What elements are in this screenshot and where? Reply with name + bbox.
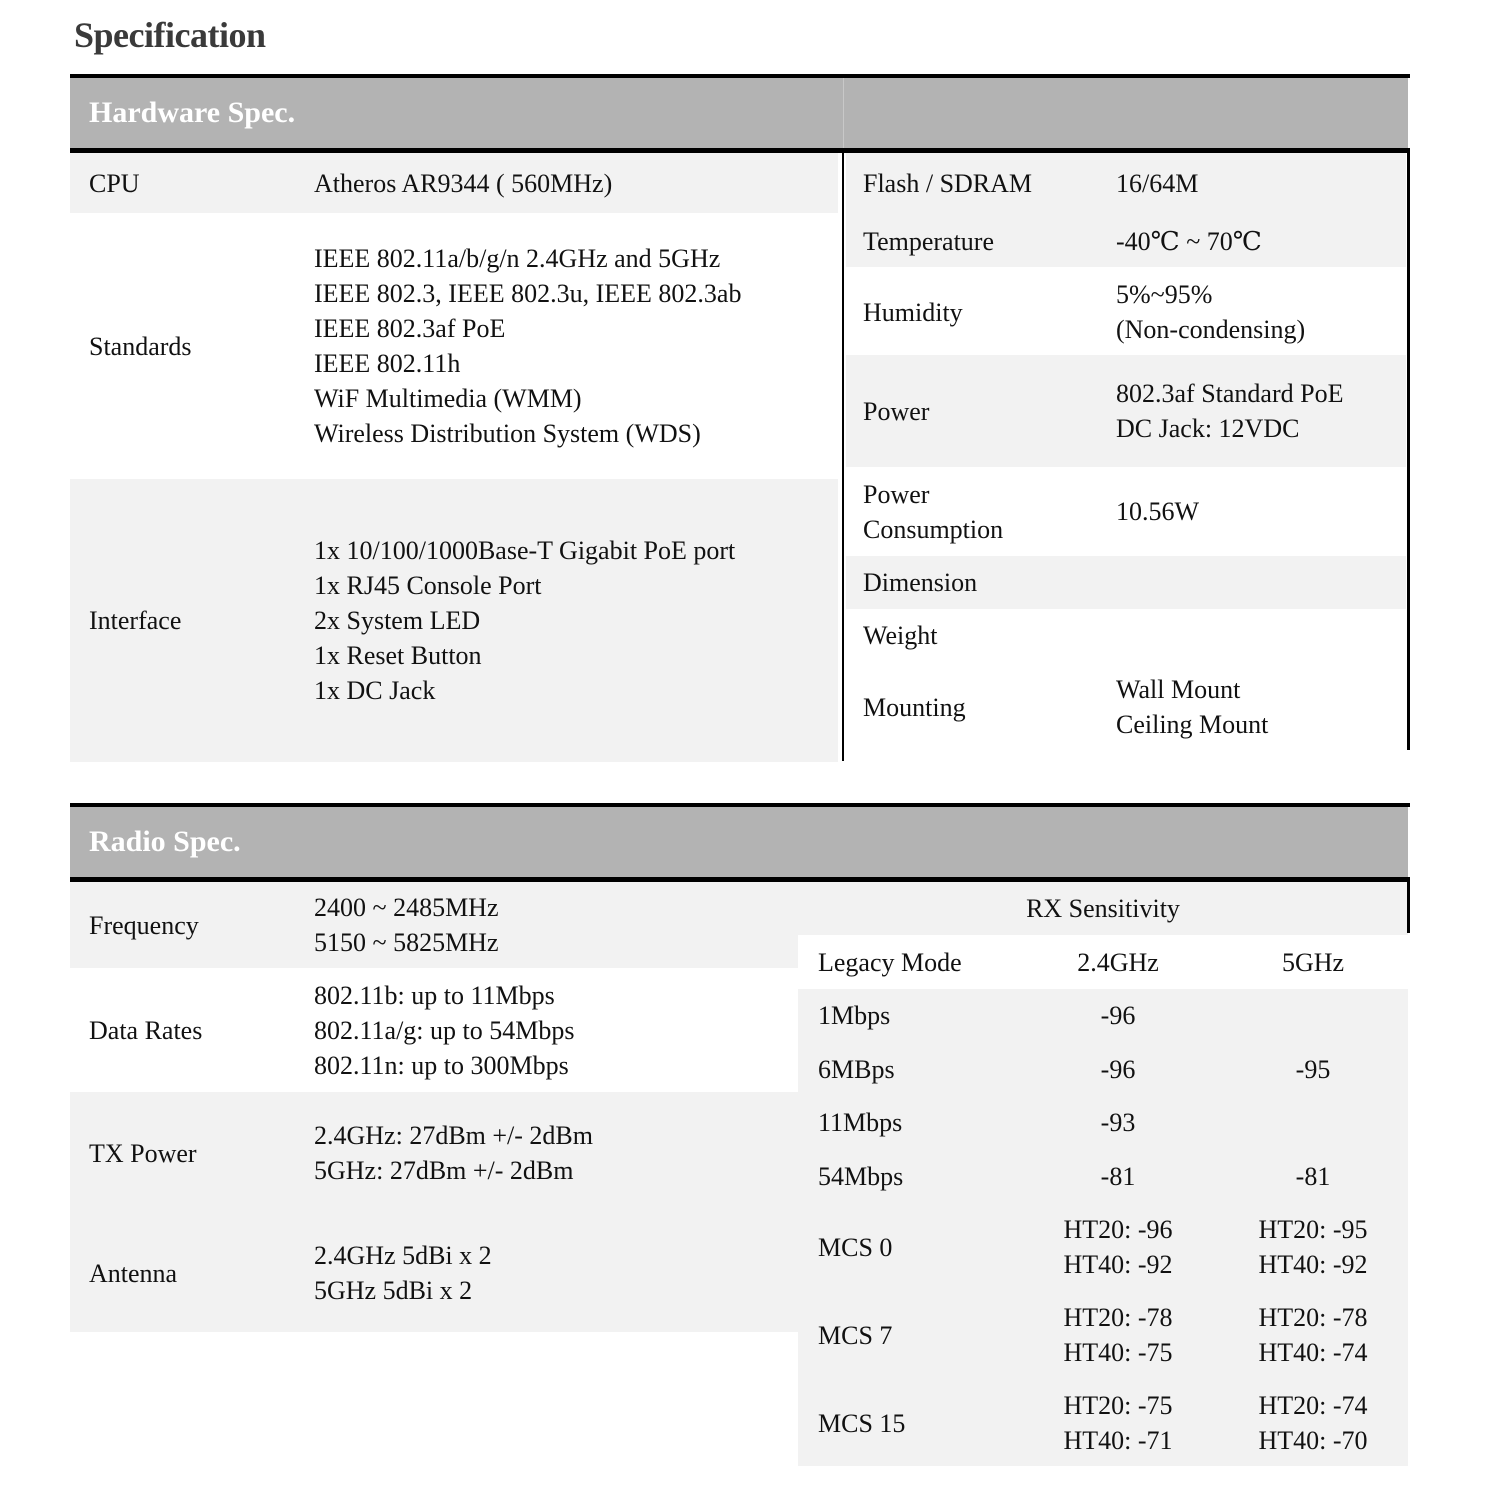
rx-value-line: -81: [1100, 1161, 1136, 1191]
spec-value-line: 5150 ~ 5825MHz: [314, 928, 499, 957]
rx-value-line: -96: [1100, 1054, 1136, 1084]
spec-label: [863, 556, 1103, 609]
spec-label: Standards: [89, 331, 192, 361]
rx-mode: 1Mbps: [818, 1001, 891, 1030]
spec-label: [863, 609, 1103, 662]
spec-value-line: IEEE 802.3, IEEE 802.3u, IEEE 802.3ab: [314, 279, 742, 308]
page-title: Specification: [74, 15, 266, 55]
spec-label-line: Humidity: [863, 297, 963, 327]
rx-value-line: HT20: -95: [1258, 1215, 1368, 1244]
header-divider: [843, 78, 844, 148]
rx-value-2g4: [1018, 1096, 1218, 1149]
spec-value: [314, 153, 834, 213]
rx-value-line: HT20: -78: [1063, 1303, 1173, 1332]
rx-mode: 6MBps: [818, 1054, 895, 1084]
spec-value-line: 2.4GHz 5dBi x 2: [314, 1241, 492, 1270]
rx-value-line: -95: [1295, 1054, 1331, 1084]
spec-value-line: -40℃ ~ 70℃: [1116, 226, 1262, 256]
spec-value: [314, 1214, 794, 1332]
rx-value-line: -93: [1100, 1108, 1136, 1137]
spec-label: [863, 467, 1103, 556]
rx-sensitivity-title: RX Sensitivity: [1026, 894, 1180, 923]
spec-value-line: 5%~95%: [1116, 280, 1213, 309]
spec-label: [863, 269, 1103, 355]
rx-value-2g4: [1018, 989, 1218, 1042]
spec-value-line: 2x System LED: [314, 606, 481, 635]
spec-value-line: 802.11n: up to 300Mbps: [314, 1050, 569, 1080]
radio-spec-title: Radio Spec.: [89, 825, 241, 858]
spec-value-line: IEEE 802.3af PoE: [314, 314, 506, 343]
spec-value-line: 16/64M: [1116, 168, 1199, 198]
spec-value-line: 1x Reset Button: [314, 641, 482, 670]
rx-value-line: HT40: -92: [1258, 1250, 1368, 1279]
spec-value: [1116, 213, 1406, 269]
spec-label: [863, 213, 1103, 269]
spec-value-line: 1x 10/100/1000Base-T Gigabit PoE port: [314, 536, 736, 565]
radio-spec-section: [70, 803, 1410, 1473]
rx-column-header: 2.4GHz: [1077, 947, 1159, 977]
column-divider: [842, 153, 844, 761]
hardware-spec-title: Hardware Spec.: [89, 96, 296, 129]
rx-value-5g: [1218, 1379, 1408, 1467]
spec-value-line: 5GHz 5dBi x 2: [314, 1276, 473, 1305]
spec-value-line: Ceiling Mount: [1116, 710, 1269, 739]
spec-label: [863, 662, 1103, 752]
spec-label-line: Temperature: [863, 226, 994, 256]
spec-label: Interface: [89, 606, 182, 635]
spec-value: [314, 1092, 794, 1214]
rx-value-line: HT40: -71: [1063, 1426, 1173, 1455]
rx-value-5g: [1218, 1203, 1408, 1291]
spec-value: [1116, 609, 1406, 662]
spec-value-line: (Non-condensing): [1116, 315, 1306, 344]
rx-value-line: HT20: -74: [1258, 1391, 1368, 1420]
spec-value-line: DC Jack: 12VDC: [1116, 414, 1300, 443]
rx-value-2g4: [1018, 1379, 1218, 1467]
rx-value-line: HT40: -70: [1258, 1426, 1368, 1455]
spec-value-line: IEEE 802.11h: [314, 349, 461, 378]
spec-value-line: 802.11b: up to 11Mbps: [314, 980, 555, 1010]
rx-value-line: -96: [1100, 1001, 1136, 1030]
rx-mode: MCS 15: [818, 1408, 906, 1438]
rx-column-header: 5GHz: [1281, 947, 1345, 977]
spec-value-line: 2400 ~ 2485MHz: [314, 893, 499, 922]
spec-label-line: Flash / SDRAM: [863, 168, 1033, 198]
spec-value-line: 10.56W: [1116, 497, 1200, 526]
spec-value: [1116, 556, 1406, 609]
hardware-spec-section: [70, 74, 1410, 764]
spec-value: [1116, 662, 1406, 752]
spec-value-line: 802.3af Standard PoE: [1116, 379, 1344, 408]
rx-mode: 11Mbps: [818, 1108, 903, 1137]
rx-mode: MCS 7: [818, 1320, 893, 1350]
spec-label-line: Dimension: [863, 568, 978, 597]
spec-value: [314, 479, 834, 762]
rx-mode: MCS 0: [818, 1232, 893, 1262]
rx-value-line: HT40: -92: [1063, 1250, 1173, 1279]
right-border: [1407, 150, 1410, 750]
spec-value: [1116, 269, 1406, 355]
spec-label-line: Power: [863, 479, 930, 509]
rx-value-2g4: [1018, 1149, 1218, 1203]
spec-value-line: IEEE 802.11a/b/g/n 2.4GHz and 5GHz: [314, 244, 721, 273]
rx-value-line: HT20: -96: [1063, 1215, 1173, 1244]
rx-value-line: -81: [1295, 1161, 1331, 1191]
spec-value-line: 802.11a/g: up to 54Mbps: [314, 1015, 575, 1045]
spec-label-line: Power: [863, 396, 930, 426]
spec-label: [863, 355, 1103, 467]
radio-spec-header: [70, 807, 1408, 877]
rx-value-5g: [1218, 1096, 1408, 1149]
spec-value-line: WiF Multimedia (WMM): [314, 384, 582, 413]
spec-value: [314, 213, 834, 479]
spec-label-line: Weight: [863, 621, 938, 650]
rx-value-2g4: [1018, 1042, 1218, 1096]
hardware-spec-header: [70, 78, 1408, 148]
spec-label: Frequency: [89, 910, 199, 940]
spec-value: [1116, 355, 1406, 467]
spec-value: [1116, 467, 1406, 556]
spec-value: [1116, 153, 1406, 213]
spec-value-line: Wall Mount: [1116, 675, 1241, 704]
rx-value-5g: [1218, 1291, 1408, 1379]
spec-value-line: Wireless Distribution System (WDS): [314, 419, 701, 448]
rx-value-line: HT40: -75: [1063, 1338, 1173, 1367]
rx-mode: 54Mbps: [818, 1161, 904, 1191]
spec-label-line: Consumption: [863, 514, 1004, 544]
rx-value-2g4: [1018, 1291, 1218, 1379]
spec-label: Antenna: [89, 1258, 178, 1288]
rx-value-5g: [1218, 989, 1408, 1042]
spec-value: [314, 882, 794, 968]
spec-value-line: 1x RJ45 Console Port: [314, 571, 542, 600]
spec-value-line: Atheros AR9344 ( 560MHz): [314, 168, 613, 198]
spec-value-line: 1x DC Jack: [314, 676, 436, 705]
spec-label: Data Rates: [89, 1015, 203, 1045]
rx-value-2g4: [1018, 1203, 1218, 1291]
spec-value-line: 2.4GHz: 27dBm +/- 2dBm: [314, 1121, 593, 1150]
spec-label: [863, 153, 1103, 213]
rx-value-line: HT40: -74: [1258, 1338, 1368, 1367]
spec-label: CPU: [89, 168, 140, 198]
spec-value: [314, 968, 794, 1092]
rx-value-line: HT20: -75: [1063, 1391, 1173, 1420]
spec-value-line: 5GHz: 27dBm +/- 2dBm: [314, 1156, 574, 1185]
spec-label: TX Power: [89, 1138, 197, 1168]
rx-column-header: Legacy Mode: [818, 947, 962, 977]
rx-value-5g: [1218, 1149, 1408, 1203]
rx-value-line: HT20: -78: [1258, 1303, 1368, 1332]
spec-label-line: Mounting: [863, 692, 966, 722]
rx-value-5g: [1218, 1042, 1408, 1096]
